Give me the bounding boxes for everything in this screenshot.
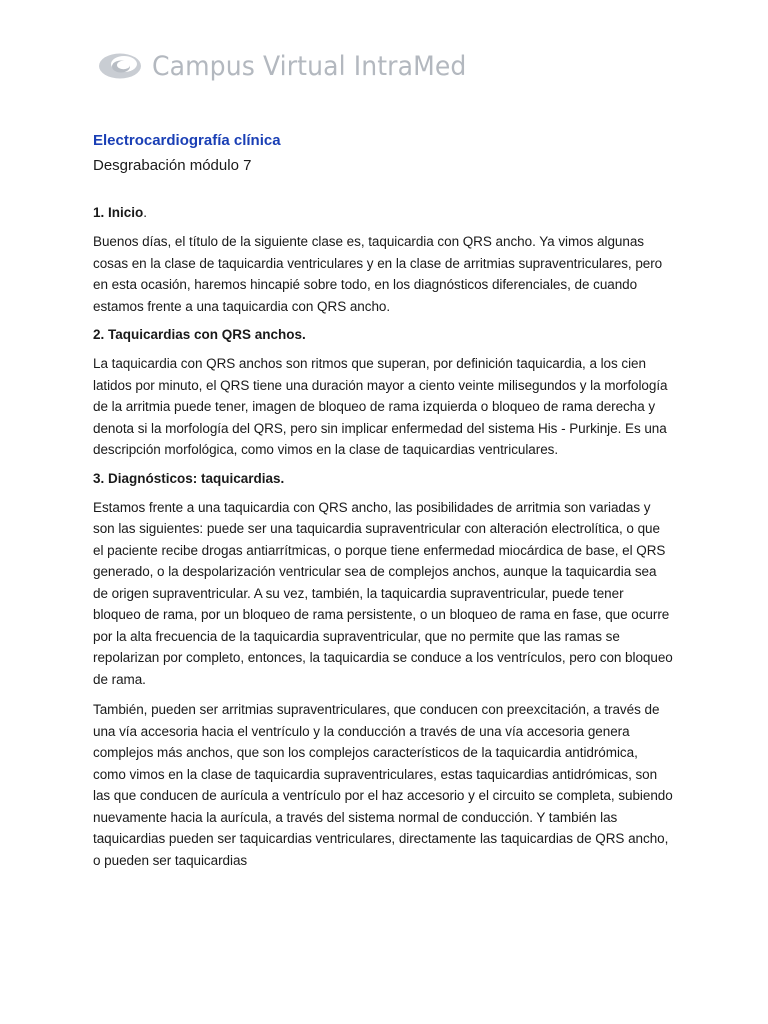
section-diagnosticos	[93, 469, 673, 872]
logo-text: Campus Virtual IntraMed	[152, 50, 467, 82]
section-heading: 2. Taquicardias con QRS anchos.	[93, 327, 306, 342]
paragraph: También, pueden ser arritmias supraventriculares, que conducen con preexcitación, a través de una vía accesoria hacia el ventrículo y la conducción a través de una vía accesoria genera complejos más anchos, que son los complejos característicos de la taquicardia antidrómica, como vimos en la clase de taquicardia supraventriculares, estas taquicardias antidrómicas, son las que conducen de aurícula a ventrículo por el haz accesorio y el circuito se completa, subiendo nuevamente hacia la aurícula, a través del sistema normal de conducción. Y también las taquicardias pueden ser taquicardias ventriculares, directamente las taquicardias de QRS ancho, o pueden ser taquicardias	[93, 702, 673, 868]
section-heading-text: 1. Inicio	[93, 205, 144, 220]
paragraph: Buenos días, el título de la siguiente clase es, taquicardia con QRS ancho. Ya vimos algunas cosas en la clase de taquicardia ventriculares y en la clase de arritmias supraventriculares, pero en esta ocasión, haremos hincapié sobre todo, en los diagnósticos diferenciales, de cuando estamos frente a una taquicardia con QRS ancho.	[93, 234, 663, 314]
document-content	[93, 131, 673, 871]
campus-logo	[98, 46, 490, 86]
section-taquicardias-qrs	[93, 325, 673, 461]
document-subtitle: Desgrabación módulo 7	[93, 157, 252, 174]
document-title: Electrocardiografía clínica	[93, 132, 281, 149]
section-heading	[93, 203, 673, 223]
section-inicio	[93, 203, 673, 317]
section-heading-suffix: .	[143, 205, 148, 220]
intramed-logo-icon	[98, 51, 142, 81]
paragraph: Estamos frente a una taquicardia con QRS ancho, las posibilidades de arritmia son variadas y son las siguientes: puede ser una taquicardia supraventricular con alteración electrolítica, o que el paciente recibe drogas antiarrítmicas, o porque tiene enfermedad miocárdica de base, el QRS generado, o la despolarización ventricular sea de complejos anchos, aunque la taquicardia sea de origen supraventricular. A su vez, también, la taquicardia supraventricular, puede tener bloqueo de rama, por un bloqueo de rama persistente, o un bloqueo de rama en fase, que ocurre por la alta frecuencia de la taquicardia supraventricular, que no permite que las ramas se repolarizan por completo, entonces, la taquicardia se conduce a los ventrículos, pero con bloqueo de rama.	[93, 499, 673, 687]
section-heading: 3. Diagnósticos: taquicardias.	[93, 470, 285, 486]
paragraph: La taquicardia con QRS anchos son ritmos que superan, por definición taquicardia, a los cien latidos por minuto, el QRS tiene una duración mayor a ciento veinte milisegundos y la morfología de la arritmia puede tener, imagen de bloqueo de rama izquierda o bloqueo de rama derecha y denota si la morfología del QRS, pero sin implicar enfermedad del sistema His - Purkinje. Es una descripción morfológica, como vimos en la clase de taquicardias ventriculares.	[93, 356, 668, 457]
